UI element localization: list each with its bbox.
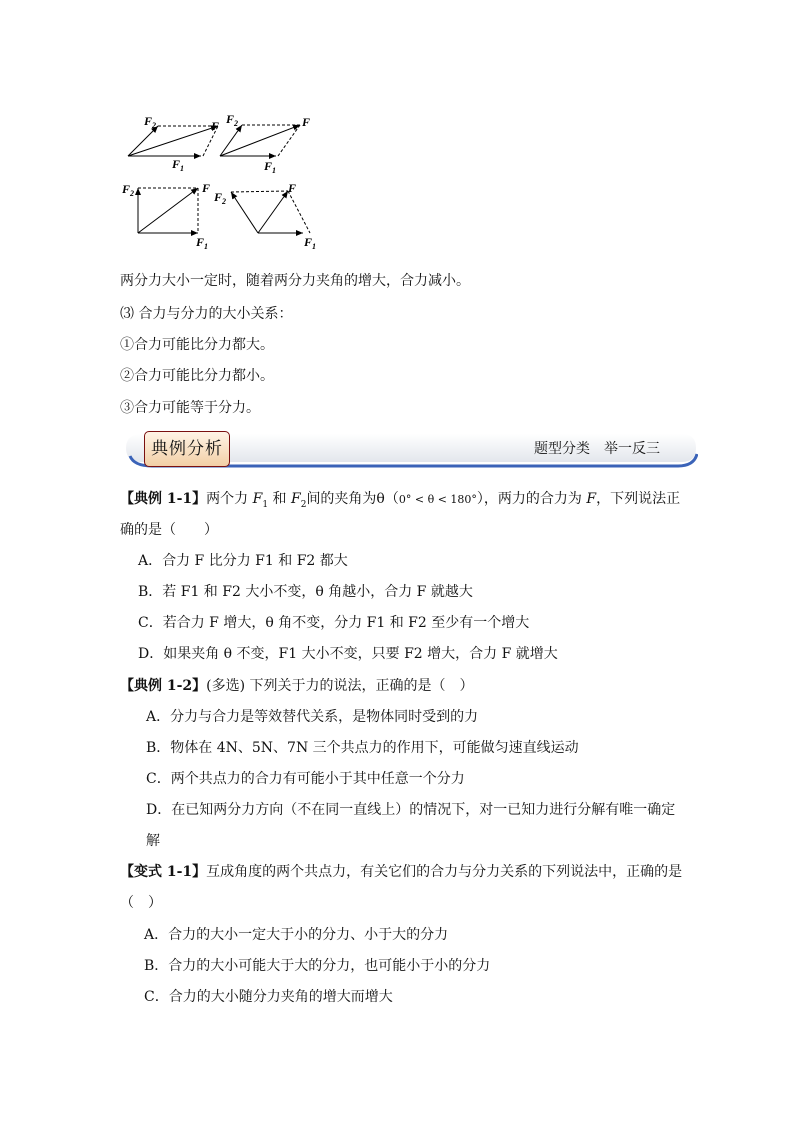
example-tag: 【典例 1-2】 [120,678,207,694]
banner-subtitle: 题型分类 举一反三 [534,441,660,457]
label-f1: $F_1$ [304,235,317,250]
label-f: F [288,181,297,195]
label-f2: $F_2$ [226,112,239,128]
option-b: B．合力的大小可能大于大的分力，也可能小于小的分力 [144,958,491,974]
relation-item-3: ③合力可能等于分力。 [120,400,260,416]
option-b: B．物体在 4N、5N、7N 三个共点力的作用下，可能做匀速直线运动 [146,740,579,756]
example-1-1-question: 【典例 1-1】两个力 $F_1$ 和 $F_2$间的夹角为θ（0° < θ < 180°），两力的合力为 F，下列说法正 [120,491,681,510]
label-f1: $F_1$ [264,159,277,175]
rectangle-diagram [121,181,210,250]
option-d: D．如果夹角 θ 不变，F1 大小不变，只要 F2 增大，合力 F 就增大 [138,646,558,662]
label-f2: $F_2$ [214,190,227,206]
label-f1: $F_1$ [172,157,185,173]
label-f: F [202,181,211,195]
option-a: A．分力与合力是等效替代关系，是物体同时受到的力 [146,709,479,725]
parallelogram-diagram-2 [220,112,310,175]
example-1-1-question-cont: 确的是（ ） [120,522,218,538]
label-f2: $F_2$ [144,114,157,130]
variant-1-1-question-cont: （ ） [120,895,162,911]
option-d: D．在已知两分力方向（不在同一直线上）的情况下，对一已知力进行分解有唯一确定 [146,802,676,818]
option-d-cont: 解 [146,833,160,849]
conclusion-text: 两分力大小一定时，随着两分力夹角的增大，合力减小。 [120,273,470,289]
relation-item-2: ②合力可能比分力都小。 [120,368,274,384]
option-b: B．若 F1 和 F2 大小不变，θ 角越小，合力 F 就越大 [138,584,473,600]
label-f2: $F_2$ [122,182,135,198]
parallelogram-diagram-1 [128,114,219,173]
option-c: C．两个共点力的合力有可能小于其中任意一个分力 [146,771,465,787]
label-f: F [211,119,220,133]
section-banner [122,428,698,468]
example-tag: 【典例 1-1】 [120,491,207,507]
option-a: A．合力 F 比分力 F1 和 F2 都大 [138,553,348,569]
banner-title: 典例分析 [144,431,230,467]
obtuse-angle-diagram [213,181,316,250]
label-f1: $F_1$ [196,235,209,250]
option-c: C．合力的大小随分力夹角的增大而增大 [144,989,393,1005]
example-1-2-question: 【典例 1-2】(多选) 下列关于力的说法，正确的是（ ） [120,678,474,694]
relation-item-1: ①合力可能比分力都大。 [120,337,274,353]
label-f: F [302,115,311,129]
option-a: A．合力的大小一定大于小的分力、小于大的分力 [144,927,449,943]
force-diagrams [118,108,328,250]
variant-tag: 【变式 1-1】 [120,864,207,880]
variant-1-1-question: 【变式 1-1】互成角度的两个共点力，有关它们的合力与分力关系的下列说法中，正确的是 [120,864,683,880]
section-heading: ⑶ 合力与分力的大小关系： [120,306,293,322]
option-c: C．若合力 F 增大，θ 角不变，分力 F1 和 F2 至少有一个增大 [138,615,530,631]
